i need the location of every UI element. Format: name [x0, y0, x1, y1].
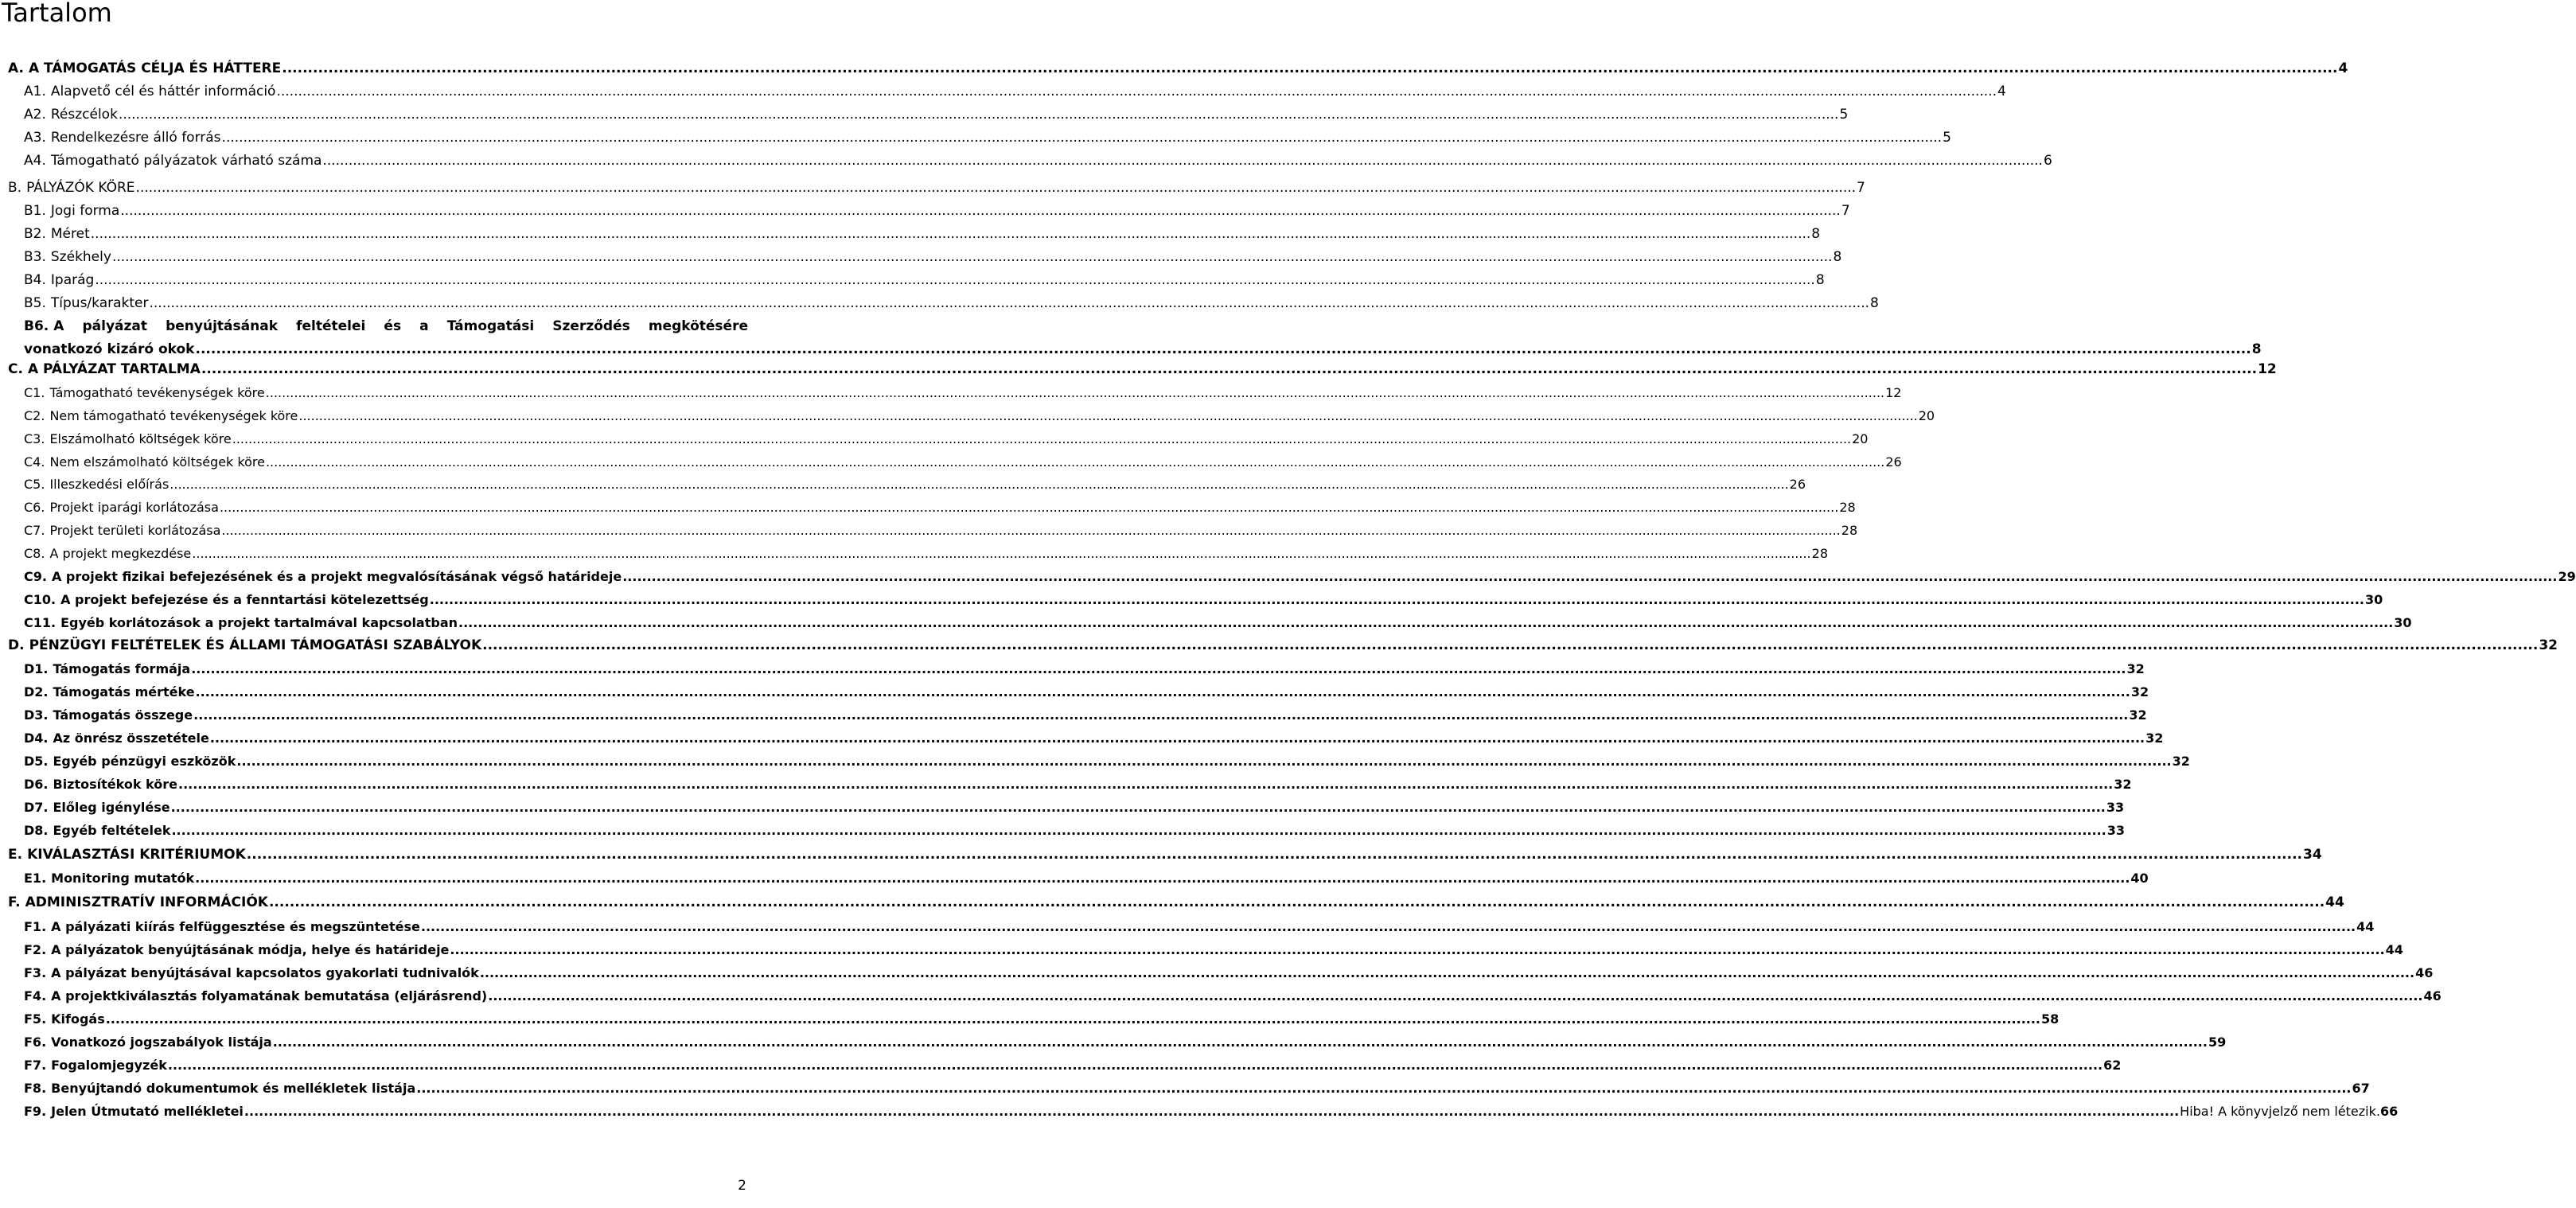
- toc-entry-label: A TÁMOGATÁS CÉLJA ÉS HÁTTERE: [28, 60, 282, 76]
- toc-entry-page: 8: [2251, 341, 2262, 357]
- toc-entry-label: Rendelkezésre álló forrás: [50, 130, 221, 146]
- toc-entry-number: F7.: [24, 1058, 47, 1073]
- toc-entry-label: Egyéb korlátozások a projekt tartalmával kapcsolatban: [60, 615, 458, 630]
- toc-leader-dots: ................................................................................................................................................................................................................................................................................................................................................................................................................: [191, 661, 2126, 676]
- toc-entry[interactable]: [0, 292, 1879, 315]
- toc-entry-number: B6.: [24, 318, 49, 334]
- toc-entry-number: C7.: [24, 523, 45, 538]
- toc-leader-dots: ................................................................................................................................................................................................................................................................................................................................................................................................................: [429, 592, 2364, 607]
- toc-entry[interactable]: [0, 223, 1821, 246]
- toc-entry[interactable]: [0, 915, 2375, 938]
- toc-entry-number: C3.: [24, 431, 45, 446]
- toc-entry-page: 67: [2352, 1081, 2370, 1096]
- toc-entry-number: C1.: [24, 385, 45, 400]
- toc-entry[interactable]: [0, 473, 1806, 496]
- toc-entry[interactable]: [0, 127, 1951, 150]
- toc-leader-dots: ................................................................................................................................................................................................................................................................................................................................................................................................................: [149, 295, 1870, 311]
- page-title: Tartalom: [2, 0, 112, 28]
- toc-entry-page: 8: [1870, 295, 1879, 311]
- toc-entry-number: C.: [8, 361, 23, 377]
- toc-entry-page: 32: [2129, 707, 2147, 723]
- toc-entry-label: A pályázat benyújtásának feltételei és a Támogatási Szerződés megkötésére: [53, 318, 748, 334]
- toc-entry[interactable]: [0, 1054, 2122, 1077]
- toc-entry[interactable]: [0, 588, 2383, 611]
- toc-entry-page: 7: [1841, 203, 1850, 219]
- toc-entry[interactable]: [0, 680, 2149, 703]
- toc-entry-label: A pályázati kiírás felfüggesztése és megszüntetése: [51, 919, 420, 934]
- toc-entry-label: Projekt iparági korlátozása: [49, 500, 219, 515]
- toc-entry-number: D1.: [24, 661, 49, 676]
- toc-leader-dots: ................................................................................................................................................................................................................................................................................................................................................................................................................: [167, 1058, 2103, 1073]
- toc-entry-number: B3.: [24, 249, 46, 265]
- toc-leader-dots: ................................................................................................................................................................................................................................................................................................................................................................................................................: [170, 477, 1789, 492]
- toc-leader-dots: ................................................................................................................................................................................................................................................................................................................................................................................................................: [488, 988, 2423, 1003]
- toc-entry-page: 4: [1997, 84, 2006, 99]
- toc-leader-dots: ................................................................................................................................................................................................................................................................................................................................................................................................................: [416, 1081, 2352, 1096]
- toc-entry-label-continued: vonatkozó kizáró okok: [24, 341, 195, 357]
- toc-entry[interactable]: [0, 1007, 2060, 1031]
- toc-entry-page: 58: [2041, 1011, 2060, 1027]
- toc-entry-label: Jogi forma: [50, 203, 120, 219]
- toc-entry-page: 32: [2114, 777, 2132, 792]
- toc-leader-dots: ................................................................................................................................................................................................................................................................................................................................................................................................................: [236, 754, 2172, 769]
- toc-leader-dots: ................................................................................................................................................................................................................................................................................................................................................................................................................: [622, 569, 2558, 584]
- toc-entry-page: 59: [2208, 1035, 2227, 1050]
- toc-leader-dots: ................................................................................................................................................................................................................................................................................................................................................................................................................: [322, 153, 2043, 169]
- toc-entry[interactable]: [0, 891, 2344, 914]
- toc-entry-label: A pályázat benyújtásával kapcsolatos gyakorlati tudnivalók: [51, 965, 479, 980]
- toc-entry-page: 6: [2043, 153, 2052, 169]
- toc-entry[interactable]: [0, 496, 1856, 519]
- toc-entry-number: C4.: [24, 454, 45, 470]
- toc-entry-number: F8.: [24, 1081, 47, 1096]
- toc-entry-page: 20: [1918, 408, 1935, 423]
- toc-entry[interactable]: [0, 246, 1842, 269]
- toc-entry[interactable]: [0, 150, 2052, 173]
- toc-entry-label: A projekt befejezése és a fenntartási kötelezettség: [60, 592, 429, 607]
- toc-entry-number: C11.: [24, 615, 57, 630]
- toc-leader-dots: ................................................................................................................................................................................................................................................................................................................................................................................................................: [482, 637, 2539, 653]
- toc-entry-page: 20: [1852, 431, 1869, 446]
- toc-leader-dots: ................................................................................................................................................................................................................................................................................................................................................................................................................: [232, 431, 1852, 446]
- toc-entry-number: F3.: [24, 965, 47, 980]
- toc-leader-dots: ................................................................................................................................................................................................................................................................................................................................................................................................................: [219, 500, 1839, 515]
- toc-entry-number: B.: [8, 180, 22, 196]
- toc-entry[interactable]: [0, 427, 1869, 450]
- toc-entry-label: ADMINISZTRATÍV INFORMÁCIÓK: [25, 894, 268, 910]
- toc-entry-label: KIVÁLASZTÁSI KRITÉRIUMOK: [27, 847, 246, 863]
- toc-entry-number: F1.: [24, 919, 47, 934]
- toc-entry-label: Monitoring mutatók: [51, 871, 195, 886]
- toc-entry-label: PÁLYÁZÓK KÖRE: [26, 180, 135, 196]
- toc-entry-page: 28: [1839, 500, 1856, 515]
- toc-leader-dots: ................................................................................................................................................................................................................................................................................................................................................................................................................: [209, 731, 2145, 746]
- toc-entry-page: 12: [2258, 361, 2277, 377]
- toc-entry[interactable]: [0, 103, 1849, 127]
- toc-entry-label: A projekt fizikai befejezésének és a projekt megvalósításának végső határideje: [51, 569, 622, 584]
- toc-entry-label: Illeszkedési előírás: [49, 477, 170, 492]
- toc-entry-number: D3.: [24, 707, 49, 723]
- toc-entry-label: Támogatás mértéke: [53, 684, 195, 699]
- toc-entry[interactable]: [0, 1031, 2227, 1054]
- toc-leader-dots: ................................................................................................................................................................................................................................................................................................................................................................................................................: [272, 1035, 2208, 1050]
- toc-entry-number: F4.: [24, 988, 47, 1003]
- toc-entry[interactable]: [0, 773, 2132, 796]
- toc-leader-dots: ................................................................................................................................................................................................................................................................................................................................................................................................................: [221, 523, 1841, 538]
- toc-entry-number: C8.: [24, 546, 45, 561]
- toc-entry-page: 33: [2106, 823, 2125, 838]
- toc-entry-page: 32: [2130, 684, 2149, 699]
- toc-entry-page: 28: [1841, 523, 1858, 538]
- toc-leader-dots: ................................................................................................................................................................................................................................................................................................................................................................................................................: [135, 180, 1857, 196]
- toc-leader-dots: ................................................................................................................................................................................................................................................................................................................................................................................................................: [201, 361, 2258, 377]
- toc-entry-page: 8: [1815, 272, 1825, 288]
- toc-entry-page: 8: [1833, 249, 1842, 265]
- toc-entry[interactable]: [0, 611, 2412, 634]
- toc-entry[interactable]: [0, 358, 2277, 381]
- toc-entry-label: Elszámolható költségek köre: [49, 431, 232, 446]
- toc-entry-page: 46: [2423, 988, 2442, 1003]
- toc-entry-label: Fogalomjegyzék: [51, 1058, 167, 1073]
- toc-entry-number: F6.: [24, 1035, 47, 1050]
- toc-entry-number: A.: [8, 60, 24, 76]
- toc-entry-number: C2.: [24, 408, 45, 423]
- toc-entry-page: 28: [1811, 546, 1828, 561]
- toc-entry-page: 32: [2539, 637, 2558, 653]
- toc-leader-dots: ................................................................................................................................................................................................................................................................................................................................................................................................................: [170, 800, 2106, 815]
- toc-entry[interactable]: [0, 703, 2147, 727]
- toc-leader-dots: ................................................................................................................................................................................................................................................................................................................................................................................................................: [111, 249, 1833, 265]
- toc-entry-number: D4.: [24, 731, 49, 746]
- toc-entry-page: 29: [2558, 569, 2576, 584]
- toc-entry-number: E.: [8, 847, 23, 863]
- toc-entry-label: Nem támogatható tevékenységek köre: [49, 408, 298, 423]
- toc-entry-number: C5.: [24, 477, 45, 492]
- toc-entry-page: 8: [1811, 226, 1821, 242]
- toc-entry-number: F2.: [24, 942, 47, 957]
- toc-leader-dots: ................................................................................................................................................................................................................................................................................................................................................................................................................: [90, 226, 1811, 242]
- toc-entry-number: B5.: [24, 295, 46, 311]
- toc-entry-label: Típus/karakter: [50, 295, 149, 311]
- toc-entry[interactable]: [0, 657, 2145, 680]
- toc-entry-page: 30: [2394, 615, 2412, 630]
- toc-entry[interactable]: [0, 57, 2348, 80]
- toc-entry-page: 66: [2379, 1104, 2399, 1119]
- toc-entry-label: A projektkiválasztás folyamatának bemutatása (eljárásrend): [51, 988, 488, 1003]
- toc-entry-page-error: Hiba! A könyvjelző nem létezik.: [2180, 1104, 2380, 1119]
- toc-leader-dots: ................................................................................................................................................................................................................................................................................................................................................................................................................: [420, 919, 2356, 934]
- toc-leader-dots: ................................................................................................................................................................................................................................................................................................................................................................................................................: [193, 707, 2129, 723]
- toc-leader-dots: ................................................................................................................................................................................................................................................................................................................................................................................................................: [265, 385, 1885, 400]
- toc-entry-number: F5.: [24, 1011, 47, 1027]
- toc-entry-number: F.: [8, 894, 21, 910]
- toc-leader-dots: ................................................................................................................................................................................................................................................................................................................................................................................................................: [450, 942, 2385, 957]
- toc-entry-number: D.: [8, 637, 25, 653]
- toc-entry-number: D8.: [24, 823, 49, 838]
- toc-entry-page: 5: [1839, 107, 1849, 123]
- toc-entry[interactable]: [0, 1077, 2370, 1100]
- toc-entry-label: Kifogás: [51, 1011, 105, 1027]
- toc-entry-label: Egyéb feltételek: [53, 823, 171, 838]
- toc-entry-number: C6.: [24, 500, 45, 515]
- toc-leader-dots: ................................................................................................................................................................................................................................................................................................................................................................................................................: [118, 107, 1839, 123]
- toc-entry[interactable]: [0, 1100, 2399, 1123]
- toc-entry[interactable]: [0, 844, 2322, 867]
- toc-leader-dots: ................................................................................................................................................................................................................................................................................................................................................................................................................: [458, 615, 2394, 630]
- toc-entry-label: A pályázatok benyújtásának módja, helye és határideje: [51, 942, 450, 957]
- toc-leader-dots: ................................................................................................................................................................................................................................................................................................................................................................................................................: [105, 1011, 2040, 1027]
- toc-entry-label: Előleg igénylése: [53, 800, 170, 815]
- toc-entry[interactable]: [0, 269, 1825, 292]
- toc-entry-number: E1.: [24, 871, 47, 886]
- toc-entry-label: Jelen Útmutató mellékletei: [51, 1104, 244, 1119]
- toc-leader-dots: ................................................................................................................................................................................................................................................................................................................................................................................................................: [178, 777, 2114, 792]
- toc-leader-dots: ................................................................................................................................................................................................................................................................................................................................................................................................................: [195, 871, 2130, 886]
- toc-entry-page: 34: [2302, 847, 2322, 863]
- toc-entry-page: 7: [1857, 180, 1865, 196]
- toc-entry[interactable]: [0, 984, 2442, 1007]
- toc-entry[interactable]: [0, 634, 2558, 657]
- page-number: 2: [738, 1178, 746, 1194]
- toc-entry-number: B2.: [24, 226, 46, 242]
- toc-entry-number: A4.: [24, 153, 46, 169]
- toc-leader-dots: ................................................................................................................................................................................................................................................................................................................................................................................................................: [120, 203, 1841, 219]
- toc-entry-label: Részcélok: [50, 107, 118, 123]
- toc-entry-page: 62: [2103, 1058, 2122, 1073]
- toc-entry-label: Alapvető cél és háttér információ: [50, 84, 276, 99]
- toc-entry-label: Biztosítékok köre: [53, 777, 177, 792]
- toc-entry-label: Benyújtandó dokumentumok és mellékletek listája: [51, 1081, 416, 1096]
- toc-entry[interactable]: [0, 80, 2006, 103]
- toc-leader-dots: ................................................................................................................................................................................................................................................................................................................................................................................................................: [95, 272, 1815, 288]
- toc-leader-dots: ................................................................................................................................................................................................................................................................................................................................................................................................................: [244, 1104, 2180, 1119]
- toc-entry-page: 32: [2126, 661, 2145, 676]
- toc-entry-page: 26: [1789, 477, 1806, 492]
- toc-leader-dots: ................................................................................................................................................................................................................................................................................................................................................................................................................: [192, 546, 1811, 561]
- toc-leader-dots: ................................................................................................................................................................................................................................................................................................................................................................................................................: [195, 341, 2251, 357]
- toc-entry-label: Támogatás formája: [53, 661, 191, 676]
- toc-entry[interactable]: [0, 565, 2576, 588]
- toc-leader-dots: ................................................................................................................................................................................................................................................................................................................................................................................................................: [298, 408, 1918, 423]
- toc-entry[interactable]: [0, 315, 2262, 361]
- toc-entry-label: Nem elszámolható költségek köre: [49, 454, 265, 470]
- toc-entry-number: A3.: [24, 130, 46, 146]
- toc-entry-page: 32: [2145, 731, 2164, 746]
- toc-entry[interactable]: [0, 404, 1935, 427]
- toc-entry-label: Egyéb pénzügyi eszközök: [53, 754, 236, 769]
- toc-entry-number: F9.: [24, 1104, 47, 1119]
- toc-entry-number: C10.: [24, 592, 57, 607]
- toc-entry[interactable]: [0, 938, 2403, 961]
- toc-entry[interactable]: [0, 542, 1828, 565]
- toc-entry-label: A projekt megkezdése: [49, 546, 192, 561]
- toc-entry[interactable]: [0, 200, 1850, 223]
- toc-entry-page: 5: [1943, 130, 1951, 146]
- toc-leader-dots: ................................................................................................................................................................................................................................................................................................................................................................................................................: [276, 84, 1997, 99]
- toc-entry-number: D2.: [24, 684, 49, 699]
- toc-entry-label: A PÁLYÁZAT TARTALMA: [27, 361, 201, 377]
- toc-entry[interactable]: [0, 867, 2149, 890]
- toc-entry-label: Iparág: [50, 272, 95, 288]
- toc-entry-page: 4: [2338, 60, 2348, 76]
- toc-entry-page: 33: [2106, 800, 2125, 815]
- toc-entry[interactable]: [0, 819, 2125, 842]
- toc-leader-dots: ................................................................................................................................................................................................................................................................................................................................................................................................................: [282, 60, 2338, 76]
- toc-entry-number: B4.: [24, 272, 46, 288]
- toc-entry-page: 40: [2130, 871, 2149, 886]
- toc-entry-label: Méret: [50, 226, 90, 242]
- toc-entry-number: A1.: [24, 84, 46, 99]
- toc-entry-number: D5.: [24, 754, 49, 769]
- toc-entry-label: Székhely: [50, 249, 111, 265]
- toc-entry-number: D7.: [24, 800, 49, 815]
- toc-entry-page: 12: [1885, 385, 1902, 400]
- toc-entry[interactable]: [0, 450, 1902, 473]
- toc-entry-label: PÉNZÜGYI FELTÉTELEK ÉS ÁLLAMI TÁMOGATÁSI SZABÁLYOK: [29, 637, 482, 653]
- toc-entry-page: 30: [2364, 592, 2383, 607]
- toc-entry-page: 26: [1885, 454, 1902, 470]
- toc-entry-number: D6.: [24, 777, 49, 792]
- toc-leader-dots: ................................................................................................................................................................................................................................................................................................................................................................................................................: [246, 847, 2302, 863]
- toc-entry[interactable]: [0, 727, 2164, 750]
- toc-entry-label: Projekt területi korlátozása: [49, 523, 221, 538]
- toc-entry-label: Az önrész összetétele: [53, 731, 209, 746]
- toc-entry-label: Vonatkozó jogszabályok listája: [51, 1035, 272, 1050]
- toc-leader-dots: ................................................................................................................................................................................................................................................................................................................................................................................................................: [171, 823, 2106, 838]
- toc-entry[interactable]: [0, 177, 1865, 200]
- toc-entry-number: C9.: [24, 569, 47, 584]
- toc-entry-page: 46: [2415, 965, 2434, 980]
- toc-entry[interactable]: [0, 519, 1858, 542]
- toc-entry-label: Támogatás összege: [53, 707, 193, 723]
- toc-entry[interactable]: [0, 381, 1902, 404]
- toc-entry-page: 44: [2356, 919, 2375, 934]
- toc-entry-page: 44: [2385, 942, 2403, 957]
- toc-entry[interactable]: [0, 796, 2125, 819]
- toc-leader-dots: ................................................................................................................................................................................................................................................................................................................................................................................................................: [265, 454, 1885, 470]
- toc-entry-label: Támogatható pályázatok várható száma: [50, 153, 322, 169]
- toc-entry-page: 32: [2172, 754, 2190, 769]
- toc-leader-dots: ................................................................................................................................................................................................................................................................................................................................................................................................................: [479, 965, 2415, 980]
- toc-leader-dots: ................................................................................................................................................................................................................................................................................................................................................................................................................: [221, 130, 1943, 146]
- toc-entry-number: A2.: [24, 107, 46, 123]
- toc-entry[interactable]: [0, 961, 2434, 984]
- toc-entry-page: 44: [2325, 894, 2344, 910]
- toc-entry[interactable]: [0, 750, 2190, 773]
- toc-entry-label: Támogatható tevékenységek köre: [49, 385, 265, 400]
- toc-entry-number: B1.: [24, 203, 46, 219]
- toc-leader-dots: ................................................................................................................................................................................................................................................................................................................................................................................................................: [268, 894, 2325, 910]
- toc-leader-dots: ................................................................................................................................................................................................................................................................................................................................................................................................................: [195, 684, 2130, 699]
